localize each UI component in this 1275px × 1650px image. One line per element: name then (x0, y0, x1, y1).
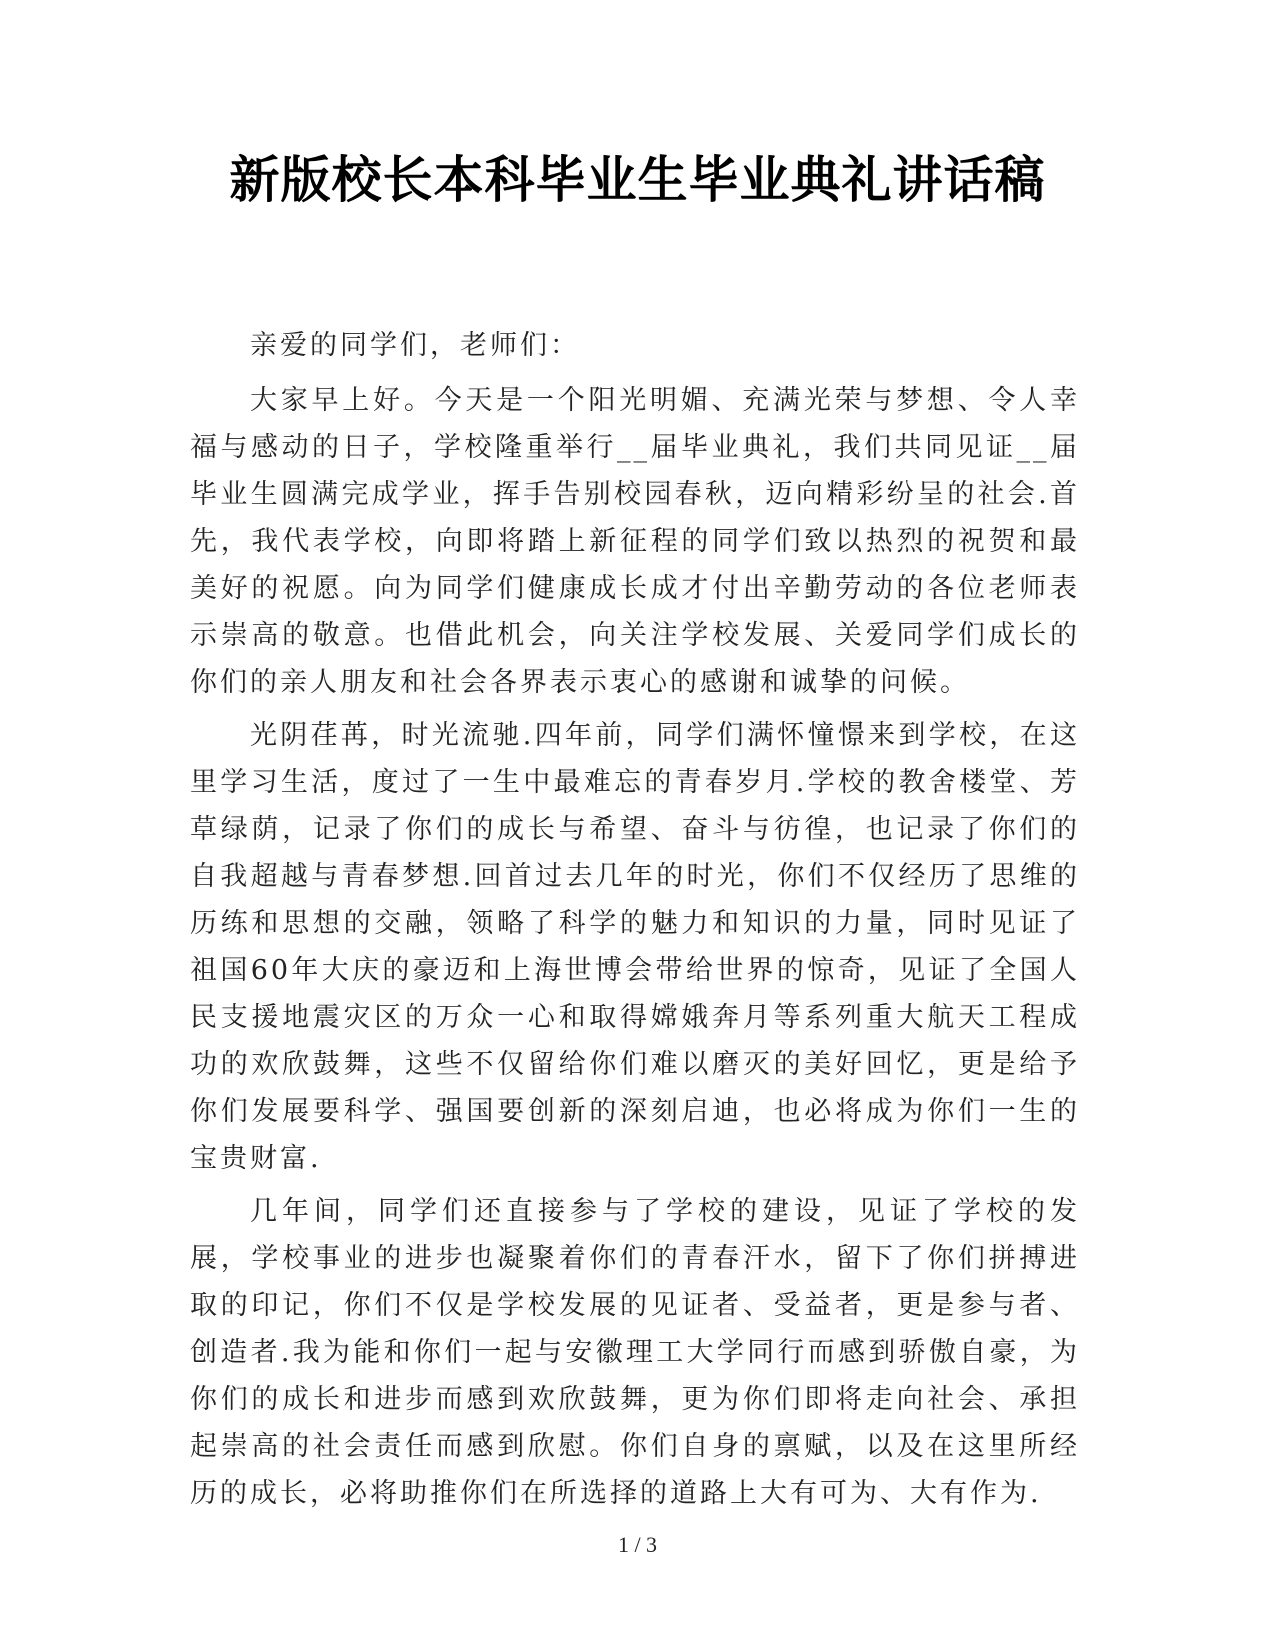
paragraph-participation: 几年间，同学们还直接参与了学校的建设，见证了学校的发展，学校事业的进步也凝聚着你们的青春汗水，留下了你们拼搏进取的印记，你们不仅是学校发展的见证者、受益者，更是参与者、创造者.我为能和你们一起与安徽理工大学同行而感到骄傲自豪，为你们的成长和进步而感到欢欣鼓舞，更为你们即将走向社会、承担起崇高的社会责任而感到欣慰。你们自身的禀赋，以及在这里所经历的成长，必将助推你们在所选择的道路上大有可为、大有作为. (190, 1196, 1080, 1509)
paragraph-memories: 光阴荏苒，时光流驰.四年前，同学们满怀憧憬来到学校，在这里学习生活，度过了一生中最难忘的青春岁月.学校的教舍楼堂、芳草绿荫，记录了你们的成长与希望、奋斗与彷徨，也记录了你们的自我超越与青春梦想.回首过去几年的时光，你们不仅经历了思维的历练和思想的交融，领略了科学的魅力和知识的力量，同时见证了祖国60年大庆的豪迈和上海世博会带给世界的惊奇，见证了全国人民支援地震灾区的万众一心和取得嫦娥奔月等系列重大航天工程成功的欢欣鼓舞，这些不仅留给你们难以磨灭的美好回忆，更是给予你们发展要科学、强国要创新的深刻启迪，也必将成为你们一生的宝贵财富. (190, 720, 1080, 1174)
paragraph-greeting: 亲爱的同学们，老师们： (250, 330, 580, 361)
document-title: 新版校长本科毕业生毕业典礼讲话稿 (229, 150, 1046, 209)
paragraph-opening: 大家早上好。今天是一个阳光明媚、充满光荣与梦想、令人幸福与感动的日子，学校隆重举行__届毕业典礼，我们共同见证__届毕业生圆满完成学业，挥手告别校园春秋，迈向精彩纷呈的社会.首先，我代表学校，向即将踏上新征程的同学们致以热烈的祝贺和最美好的祝愿。向为同学们健康成长成才付出辛勤劳动的各位老师表示崇高的敬意。也借此机会，向关注学校发展、关爱同学们成长的你们的亲人朋友和社会各界表示衷心的感谢和诚挚的问候。 (190, 385, 1080, 698)
document-body (190, 322, 1080, 1523)
page-number: 1 / 3 (617, 1532, 658, 1557)
